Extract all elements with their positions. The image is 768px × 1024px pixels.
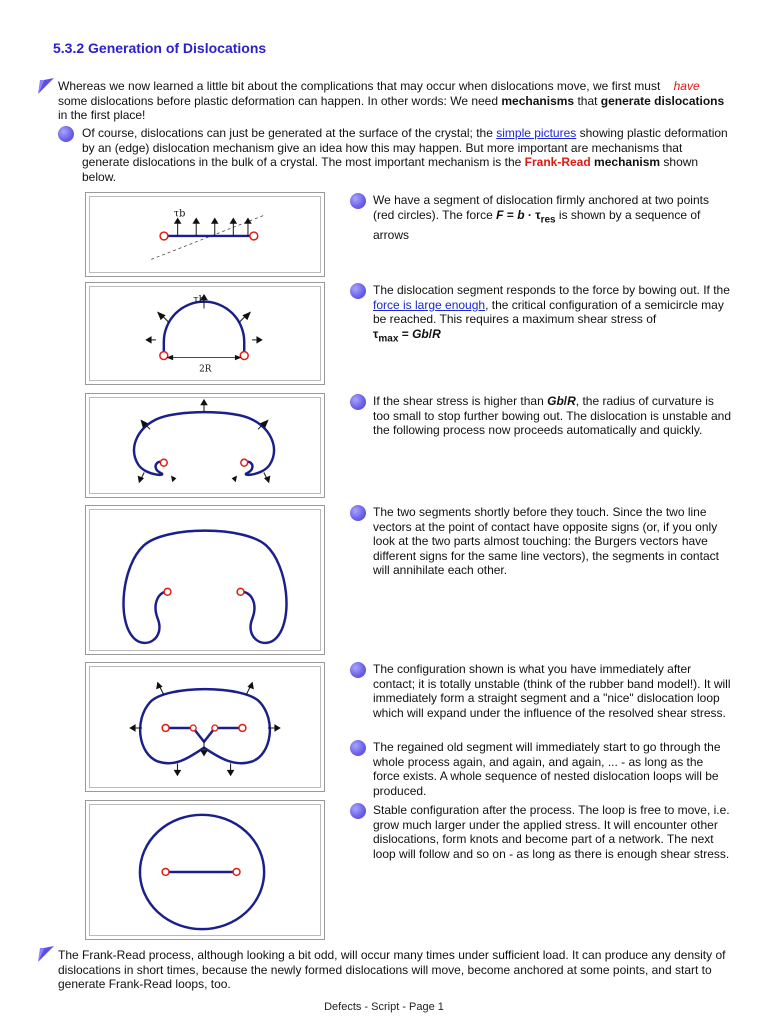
figure-2-label: τb [193, 294, 205, 306]
figure-2-dimension: 2R [199, 364, 212, 375]
figure-2-diagram [86, 283, 324, 384]
figure-4-diagram [86, 506, 324, 654]
bullet-dot-icon [350, 803, 366, 819]
step-3-text: If the shear stress is higher than Gb/R, the radius of curvature is too small to stop further bowing out. The dislocation is unstable and the following process now proceeds automatically and quickly. [373, 394, 731, 438]
step-6-text: The regained old segment will immediately start to go through the whole process again, and again, and again, ... - as long as the force exists. A whole sequence of nested dislocation loops will be produced. [373, 740, 721, 798]
page-title: 5.3.2 Generation of Dislocations [53, 40, 267, 56]
intro-paragraph: Whereas we now learned a little bit about the complications that may occur when dislocations move, we first must have some dislocations before plastic deformation can happen. In other words: We need mechanisms that generate dislocations in the first place! [58, 79, 725, 123]
bullet-dot-icon [350, 662, 366, 678]
step-4-text: The two segments shortly before they touch. Since the two line vectors at the point of contact have opposite signs (or, if you only look at the two parts almost touching: the Burgers vectors have different signs for the same line vectors), the segments in contact will annihilate each other. [373, 505, 719, 578]
sub-paragraph: Of course, dislocations can just be generated at the surface of the crystal; the simple pictures showing plastic deformation by an (edge) dislocation mechanism give an idea how this may happen. But more important are mechanisms that generate dislocations in the bulk of a crystal. The most important mechanism is the Frank-Read mechanism shown below. [82, 126, 728, 184]
bullet-dot-icon [350, 505, 366, 521]
figure-1-diagram [86, 193, 324, 276]
figure-4 [85, 505, 325, 655]
force-large-enough-link[interactable]: force is large enough [373, 297, 486, 312]
figure-1 [85, 192, 325, 277]
step-7-text: Stable configuration after the process. The loop is free to move, i.e. grow much larger under the applied stress. It will encounter other dislocations, form knots and become part of a network. The next loop will follow and so on - as long as there is enough shear stress. [373, 803, 730, 861]
step-5-text: The configuration shown is what you have immediately after contact; it is totally unstable (think of the rubber band model!). It will immediately form a straight segment and a "nice" dislocation loop which will expand under the influence of the resolved shear stress. [373, 662, 731, 720]
figure-5-diagram [86, 663, 324, 791]
step-2-text: The dislocation segment responds to the force by bowing out. If the force is large enough, the critical configuration of a semicircle may be reached. This requires a maximum shear stress of $\tau_{max} = Gb/R$ [373, 283, 730, 345]
figure-2 [85, 282, 325, 385]
figure-3 [85, 393, 325, 498]
figure-6-diagram [86, 801, 324, 939]
simple-pictures-link[interactable]: simple pictures [496, 126, 577, 140]
bullet-dot-icon [58, 126, 74, 142]
figure-1-label: τb [173, 208, 186, 220]
bullet-flag-icon [36, 76, 56, 96]
bullet-dot-icon [350, 193, 366, 209]
bullet-dot-icon [350, 283, 366, 299]
figure-5 [85, 662, 325, 792]
figure-3-diagram [86, 394, 324, 497]
bullet-dot-icon [350, 740, 366, 756]
bullet-dot-icon [350, 394, 366, 410]
page-footer: Defects - Script - Page 1 [324, 1001, 444, 1013]
step-1-text: We have a segment of dislocation firmly anchored at two points (red circles). The force $F = b \cdot \tau_{res}$ is shown by a sequence of arrows [373, 193, 709, 242]
bullet-flag-icon [36, 944, 56, 964]
figure-6 [85, 800, 325, 940]
closing-paragraph: The Frank-Read process, although looking a bit odd, will occur many times under sufficient load. It can produce any density of dislocations in short times, because the newly formed dislocations will move, become anchored at some points, and start to generate Frank-Read loops, too. [58, 948, 726, 992]
